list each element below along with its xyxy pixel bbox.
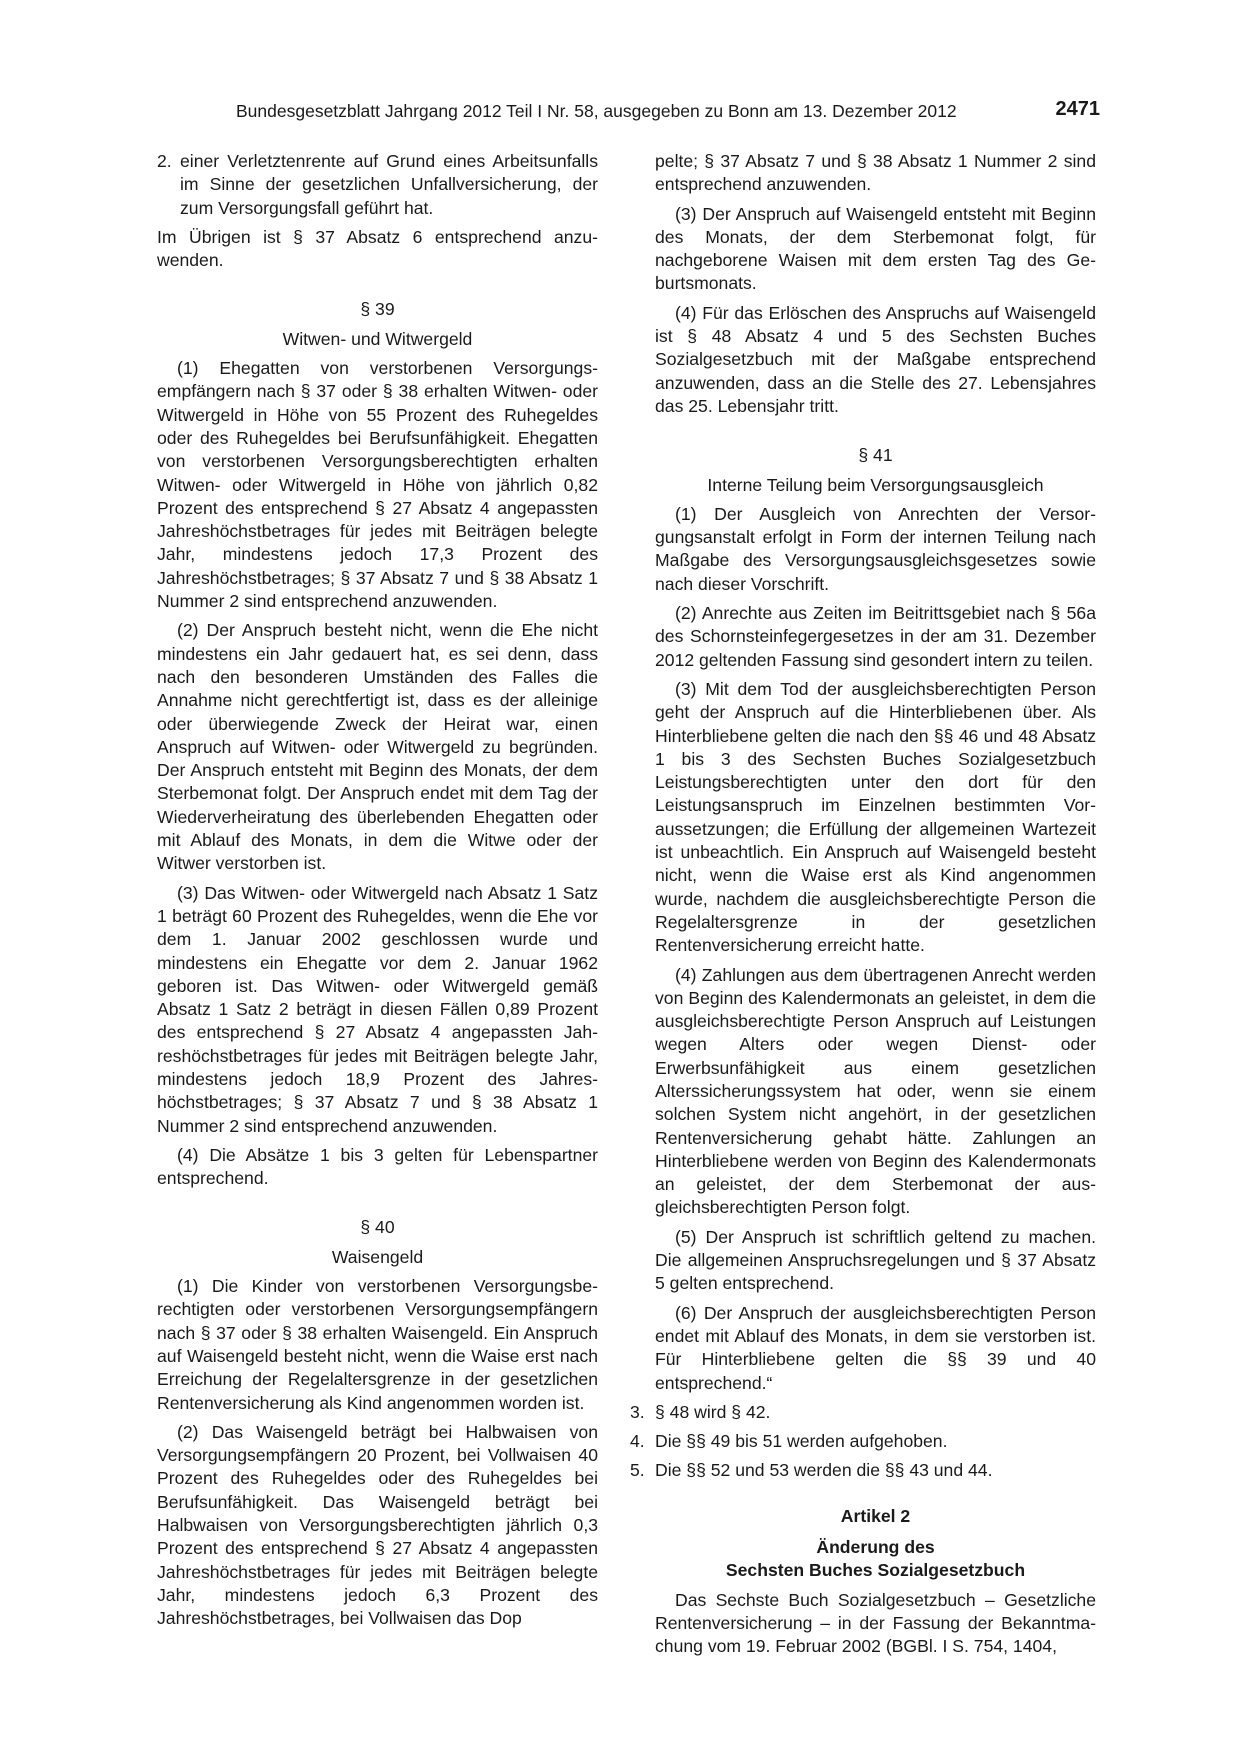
- paragraph: pelte; § 37 Absatz 7 und § 38 Absatz 1 Nummer 2 sind entsprechend anzuwenden.: [655, 151, 1096, 195]
- paragraph: (4) Die Absätze 1 bis 3 gelten für Lebenspartner entsprechend.: [157, 1144, 598, 1189]
- paragraph: (2) Der Anspruch besteht nicht, wenn die Ehe nicht mindestens ein Jahr gedauert hat, es sei denn, dass nach den besonderen Umständen des Falles die Annahme nicht gerechtfertigt ist, dass es der alleinige oder überwiegende Zweck der Heirat war, einen Anspruch auf Witwen- oder Witwergeld zu begründen. Der Anspruch entsteht mit Beginn des Monats, der dem Sterbemonat folgt. Der Anspruch endet mit dem Tag der Wiederverheiratung des überlebenden Ehegatten oder mit Ablauf des Monats, in dem die Witwe oder der Witwer verstorben ist.: [157, 620, 598, 874]
- list-item-5: [630, 1459, 1096, 1482]
- paragraph: (3) Der Anspruch auf Waisengeld entsteht mit Beginn des Monats, der dem Sterbemonat folgt, für nachgeborene Waisen mit dem ersten Tag des Geburtsmonats.: [655, 203, 1096, 294]
- section-number-40: § 40: [360, 1217, 395, 1238]
- page-number: 2471: [1055, 98, 1100, 120]
- list-number: 3.: [630, 1401, 645, 1422]
- list-text: Die §§ 49 bis 51 werden aufgehoben.: [655, 1431, 948, 1452]
- list-number: 4.: [630, 1431, 645, 1452]
- article-title: [655, 1536, 1096, 1583]
- paragraph: (2) Anrechte aus Zeiten im Beitrittsgebiet nach § 56a des Schornsteinfegergesetzes in der am 31. Dezember 2012 geltenden Fassung sind gesondert intern zu teilen.: [655, 603, 1096, 670]
- list-text: § 48 wird § 42.: [655, 1401, 771, 1422]
- right-column: [630, 150, 1096, 1665]
- list-number: 2.: [157, 151, 172, 171]
- paragraph: (1) Der Ausgleich von Anrechten der Versorgungsanstalt erfolgt in Form der internen Teilung nach Maßgabe des Versorgungsausgleichsgesetzes sowie nach dieser Vorschrift.: [655, 503, 1096, 594]
- paragraph: (3) Mit dem Tod der ausgleichsberechtigten Person geht der Anspruch auf die Hinterbliebenen über. Als Hinterbliebene gelten die nach den §§ 46 und 48 Absatz 1 bis 3 des Sechsten Buches Sozialgesetzbuch Leistungsberechtigten unter den dort für den Leistungsanspruch im Einzelnen bestimmten Voraussetzungen; die Erfüllung der allgemeinen Wartezeit ist unbeachtlich. Ein Anspruch auf Waisengeld besteht nicht, wenn die Waise erst als Kind angenommen wurde, nachdem die ausgleichsberechtigte Person die Regelaltersgrenze in der gesetzlichen Rentenversicherung erreicht hatte.: [655, 678, 1096, 956]
- section-number-39: § 39: [360, 299, 395, 320]
- paragraph: (4) Für das Erlöschen des Anspruchs auf Waisengeld ist § 48 Absatz 4 und 5 des Sechsten Buches Sozialgesetzbuch mit der Maßgabe entsprechend anzuwenden, dass an die Stelle des 27. Lebensjahres das 25. Lebensjahr tritt.: [655, 302, 1096, 416]
- list-item-3: [630, 1401, 1096, 1424]
- paragraph: (1) Ehegatten von verstorbenen Versorgungsempfängern nach § 37 oder § 38 erhalten Witwen- oder Witwergeld in Höhe von 55 Prozent des Ruhegeldes oder des Ruhegeldes bei Berufsunfähigkeit. Ehegatten von verstorbenen Versorgungsberechtigten erhalten Witwen- oder Witwergeld in Höhe von jährlich 0,82 Prozent des entsprechend § 27 Absatz 4 angepassten Jahreshöchstbetrages für jedes mit Beiträgen belegte Jahr, mindestens jedoch 17,3 Prozent des Jahreshöchstbetrages; § 37 Absatz 7 und § 38 Absatz 1 Nummer 2 sind entsprechend anzuwenden.: [157, 358, 598, 612]
- section-title-41: Interne Teilung beim Versorgungsausgleich: [707, 474, 1044, 495]
- page-header: [236, 98, 1100, 127]
- paragraph: Im Übrigen ist § 37 Absatz 6 entsprechend anzuwenden.: [157, 226, 598, 271]
- article-title-line: Sechsten Buches Sozialgesetzbuch: [725, 1560, 1026, 1581]
- list-number: 5.: [630, 1460, 645, 1481]
- article-title-line: Änderung des: [816, 1537, 935, 1558]
- section-title-40: Waisengeld: [331, 1246, 424, 1267]
- left-column: [157, 150, 598, 1637]
- paragraph: Das Sechste Buch Sozialgesetzbuch – Gesetzliche Rentenversicherung – in der Fassung der Bekanntmachung vom 19. Februar 2002 (BGBl. I S. 754, 1404,: [655, 1589, 1096, 1657]
- list-item-4: [630, 1430, 1096, 1453]
- section-number-41: § 41: [858, 445, 893, 466]
- header-title: Bundesgesetzblatt Jahrgang 2012 Teil I Nr. 58, ausgegeben zu Bonn am 13. Dezember 2012: [236, 101, 957, 121]
- list-text: einer Verletztenrente auf Grund eines Arbeitsunfalls im Sinne der gesetzlichen Unfallversicherung, der zum Versorgungsfall geführt hat.: [180, 151, 598, 218]
- paragraph: (5) Der Anspruch ist schriftlich geltend zu machen. Die allgemeinen Anspruchsregelungen und § 37 Absatz 5 gelten entsprechend.: [655, 1226, 1096, 1294]
- list-text: Die §§ 52 und 53 werden die §§ 43 und 44.: [655, 1460, 993, 1481]
- paragraph: (2) Das Waisengeld beträgt bei Halbwaisen von Versorgungsempfängern 20 Prozent, bei Vollwaisen 40 Prozent des Ruhegeldes oder des Ruhegeldes bei Berufsunfähigkeit. Das Waisengeld beträgt bei Halbwaisen von Versorgungsberechtigten jährlich 0,3 Prozent des entsprechend § 27 Absatz 4 angepassten Jahreshöchstbetrages für jedes mit Beiträgen belegte Jahr, mindestens jedoch 6,3 Prozent des Jahreshöchstbetrages, bei Vollwaisen das Dop: [157, 1421, 598, 1629]
- paragraph: (4) Zahlungen aus dem übertragenen Anrecht werden von Beginn des Kalendermonats an geleistet, in dem die ausgleichsberechtigte Person Anspruch auf Leistungen wegen Alters oder wegen Dienst- oder Erwerbsunfähigkeit aus einem gesetzlichen Alterssicherungssystem hat oder, wenn sie einem solchen System nicht angehört, in der gesetzlichen Rentenversicherung gehabt hätte. Zahlungen an Hinterbliebene werden von Beginn des Kalendermonats an geleistet, der dem Sterbemonat der ausgleichsberechtigten Person folgt.: [655, 964, 1096, 1218]
- paragraph: (3) Das Witwen- oder Witwergeld nach Absatz 1 Satz 1 beträgt 60 Prozent des Ruhegeldes, wenn die Ehe vor dem 1. Januar 2002 geschlossen wurde und mindestens ein Ehegatte vor dem 2. Januar 1962 geboren ist. Das Witwen- oder Witwergeld gemäß Absatz 1 Satz 2 beträgt in diesen Fällen 0,89 Prozent des entsprechend § 27 Absatz 4 angepassten Jahreshöchstbetrages für jedes mit Beiträgen belegte Jahr, mindestens jedoch 18,9 Prozent des Jahreshöchstbetrages; § 37 Absatz 7 und § 38 Absatz 1 Nummer 2 sind entsprechend anzuwenden.: [157, 882, 598, 1136]
- article-heading: Artikel 2: [840, 1505, 911, 1526]
- paragraph: (1) Die Kinder von verstorbenen Versorgungsberechtigten oder verstorbenen Versorgungsempfängern nach § 37 oder § 38 erhalten Waisengeld. Ein Anspruch auf Waisengeld besteht nicht, wenn die Waise erst nach Erreichung der Regelaltersgrenze in der gesetzlichen Rentenversicherung als Kind angenommen worden ist.: [157, 1276, 598, 1413]
- section-title-39: Witwen- und Witwergeld: [282, 328, 473, 349]
- paragraph: (6) Der Anspruch der ausgleichsberechtigten Person endet mit Ablauf des Monats, in dem sie verstorben ist. Für Hinterbliebene gelten die §§ 39 und 40 entsprechend.“: [655, 1302, 1096, 1393]
- list-item-2: [157, 150, 598, 220]
